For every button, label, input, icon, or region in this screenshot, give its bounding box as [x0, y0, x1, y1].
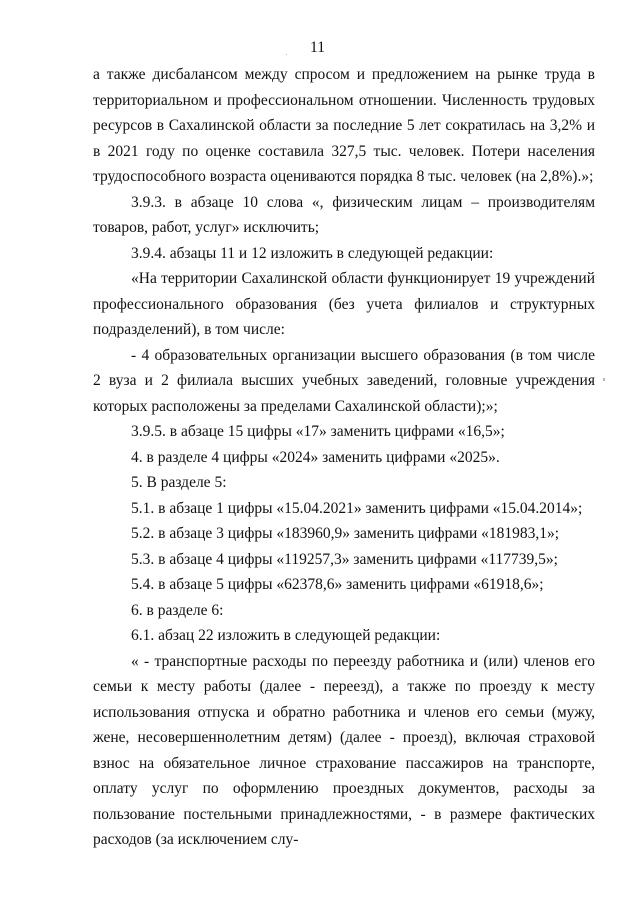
- page-number: 11: [310, 39, 325, 56]
- paragraph-4: «На территории Сахалинской области функционирует 19 учреждений профессионального образования (без учета филиалов и структурных подразделений), в том числе:: [93, 270, 595, 338]
- paragraph-10: 5.2. в абзаце 3 цифры «183960,9» заменить цифрами «181983,1»;: [131, 525, 560, 542]
- paragraph-13: 6. в разделе 6:: [131, 601, 224, 619]
- paragraph-9: 5.1. в абзаце 1 цифры «15.04.2021» заменить цифрами «15.04.2014»;: [131, 499, 583, 517]
- paragraph-11: 5.3. в абзаце 4 цифры «119257,3» заменить цифрами «117739,5»;: [131, 550, 558, 568]
- paragraph-8: 5. В разделе 5:: [131, 474, 227, 491]
- paragraph-1: а также дисбалансом между спросом и предложением на рынке труда в территориальном и профессиональном отношении. Численность трудовых ресурсов в Сахалинской области за последние 5 лет сократилась на 3,2% и в 2021 году по оценке составила 327,5 тыс. человек. Потери населения трудоспособного возраста оцениваются порядка 8 тыс. человек (на 2,8%).»;: [93, 66, 595, 185]
- paragraph-12: 5.4. в абзаце 5 цифры «62378,6» заменить цифрами «61918,6»;: [131, 576, 544, 593]
- paragraph-5: - 4 образовательных организации высшего образования (в том числе 2 вуза и 2 филиала высших учебных заведений, головные учреждения которых расположены за пределами Сахалинской области);»;: [93, 346, 595, 415]
- paragraph-15: « - транспортные расходы по переезду работника и (или) членов его семьи к месту работы (далее - переезд), а также по проезду к месту использования отпуска и обратно работника и членов его семьи (мужу, жене, несовершеннолетним детям) (далее - проезд), включая страховой взнос на обязательное личное страхование пассажиров на транспорте, оплату услуг по оформлению проездных документов, расходы за пользование постельными принадлежностями, - в размере фактических расходов (за исключением слу-: [93, 652, 595, 848]
- document-body: [93, 62, 595, 853]
- paragraph-14: 6.1. абзац 22 изложить в следующей редакции:: [131, 627, 441, 644]
- paragraph-7: 4. в разделе 4 цифры «2024» заменить цифрами «2025».: [131, 448, 500, 466]
- paragraph-3: 3.9.4. абзацы 11 и 12 изложить в следующей редакции:: [131, 244, 494, 262]
- scan-speck: [286, 54, 287, 55]
- paragraph-6: 3.9.5. в абзаце 15 цифры «17» заменить цифрами «16,5»;: [131, 423, 505, 440]
- scan-speck: [603, 378, 605, 381]
- paragraph-2: 3.9.3. в абзаце 10 слова «, физическим лицам – производителям товаров, работ, услуг» исключить;: [93, 193, 595, 236]
